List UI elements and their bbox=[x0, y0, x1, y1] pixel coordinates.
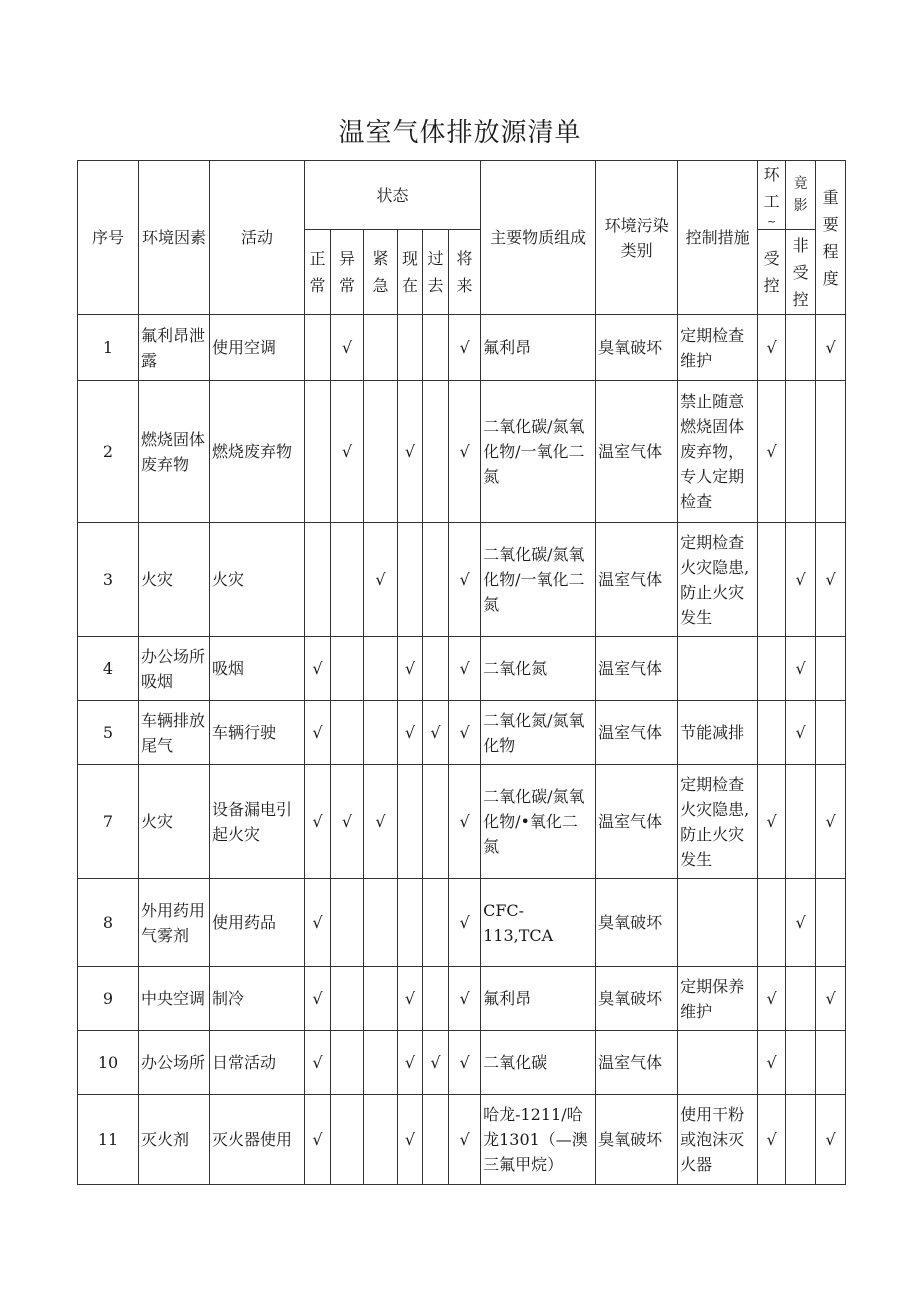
factor-cell: 办公场所吸烟 bbox=[139, 637, 210, 701]
importance-cell bbox=[816, 701, 846, 765]
header-factor: 环境因素 bbox=[139, 161, 210, 315]
activity-cell: 使用药品 bbox=[210, 879, 305, 967]
seq-cell: 7 bbox=[78, 765, 139, 879]
control-measure-cell bbox=[678, 879, 758, 967]
importance-cell: √ bbox=[816, 967, 846, 1031]
uncontrolled-cell bbox=[786, 967, 816, 1031]
emission-source-table bbox=[77, 160, 846, 1185]
status-present-cell: √ bbox=[398, 381, 423, 523]
status-normal-cell: √ bbox=[305, 701, 331, 765]
status-present-cell: √ bbox=[398, 967, 423, 1031]
controlled-cell bbox=[758, 701, 786, 765]
status-abnormal-cell: √ bbox=[331, 315, 364, 381]
controlled-cell bbox=[758, 523, 786, 637]
status-normal-cell: √ bbox=[305, 879, 331, 967]
uncontrolled-cell bbox=[786, 1095, 816, 1185]
activity-cell: 车辆行驶 bbox=[210, 701, 305, 765]
status-emergency-cell: √ bbox=[364, 765, 398, 879]
status-normal-cell bbox=[305, 381, 331, 523]
importance-cell: √ bbox=[816, 765, 846, 879]
controlled-cell: √ bbox=[758, 967, 786, 1031]
status-emergency-cell bbox=[364, 637, 398, 701]
pollution-cell: 臭氧破坏 bbox=[596, 1095, 678, 1185]
pollution-cell: 臭氧破坏 bbox=[596, 315, 678, 381]
header-status-future: 将来 bbox=[449, 230, 481, 315]
controlled-cell: √ bbox=[758, 1095, 786, 1185]
factor-cell: 火灾 bbox=[139, 765, 210, 879]
factor-cell: 灭火剂 bbox=[139, 1095, 210, 1185]
uncontrolled-cell bbox=[786, 315, 816, 381]
material-cell: 二氧化氮 bbox=[481, 637, 596, 701]
pollution-cell: 温室气体 bbox=[596, 523, 678, 637]
factor-cell: 燃烧固体废弃物 bbox=[139, 381, 210, 523]
table-row bbox=[78, 523, 846, 637]
header-material: 主要物质组成 bbox=[481, 161, 596, 315]
uncontrolled-cell bbox=[786, 765, 816, 879]
uncontrolled-cell bbox=[786, 1031, 816, 1095]
status-emergency-cell: √ bbox=[364, 523, 398, 637]
status-future-cell: √ bbox=[449, 1095, 481, 1185]
pollution-cell: 臭氧破坏 bbox=[596, 879, 678, 967]
activity-cell: 使用空调 bbox=[210, 315, 305, 381]
status-normal-cell: √ bbox=[305, 765, 331, 879]
control-measure-cell bbox=[678, 1031, 758, 1095]
status-emergency-cell bbox=[364, 879, 398, 967]
controlled-cell: √ bbox=[758, 381, 786, 523]
status-past-cell bbox=[423, 637, 449, 701]
control-measure-cell bbox=[678, 637, 758, 701]
header-controlled: 受控 bbox=[758, 230, 786, 315]
seq-cell: 11 bbox=[78, 1095, 139, 1185]
status-past-cell bbox=[423, 381, 449, 523]
control-measure-cell: 节能减排 bbox=[678, 701, 758, 765]
material-cell: 氟利昂 bbox=[481, 315, 596, 381]
uncontrolled-cell: √ bbox=[786, 879, 816, 967]
status-future-cell: √ bbox=[449, 1031, 481, 1095]
status-abnormal-cell bbox=[331, 523, 364, 637]
status-normal-cell bbox=[305, 315, 331, 381]
activity-cell: 火灾 bbox=[210, 523, 305, 637]
controlled-cell bbox=[758, 637, 786, 701]
status-normal-cell: √ bbox=[305, 967, 331, 1031]
factor-cell: 办公场所 bbox=[139, 1031, 210, 1095]
activity-cell: 燃烧废弃物 bbox=[210, 381, 305, 523]
table-row bbox=[78, 1031, 846, 1095]
material-cell: 二氧化碳/氮氧化物/•氧化二氮 bbox=[481, 765, 596, 879]
importance-cell: √ bbox=[816, 523, 846, 637]
table-body bbox=[78, 315, 846, 1185]
uncontrolled-cell: √ bbox=[786, 523, 816, 637]
table-row bbox=[78, 701, 846, 765]
header-activity: 活动 bbox=[210, 161, 305, 315]
pollution-cell: 温室气体 bbox=[596, 637, 678, 701]
importance-cell bbox=[816, 637, 846, 701]
status-present-cell: √ bbox=[398, 701, 423, 765]
table-row bbox=[78, 967, 846, 1031]
table-row bbox=[78, 1095, 846, 1185]
factor-cell: 中央空调 bbox=[139, 967, 210, 1031]
status-present-cell bbox=[398, 315, 423, 381]
table-row bbox=[78, 381, 846, 523]
factor-cell: 车辆排放尾气 bbox=[139, 701, 210, 765]
material-cell: 二氧化碳/氮氧化物/一氧化二氮 bbox=[481, 381, 596, 523]
header-status-emergency: 紧急 bbox=[364, 230, 398, 315]
uncontrolled-cell bbox=[786, 381, 816, 523]
control-measure-cell: 定期检查火灾隐患,防止火灾发生 bbox=[678, 523, 758, 637]
pollution-cell: 温室气体 bbox=[596, 701, 678, 765]
importance-cell bbox=[816, 1031, 846, 1095]
status-abnormal-cell bbox=[331, 637, 364, 701]
status-future-cell: √ bbox=[449, 315, 481, 381]
status-past-cell bbox=[423, 315, 449, 381]
material-cell: 氟利昂 bbox=[481, 967, 596, 1031]
status-future-cell: √ bbox=[449, 879, 481, 967]
header-status: 状态 bbox=[305, 161, 481, 230]
status-abnormal-cell bbox=[331, 967, 364, 1031]
pollution-cell: 温室气体 bbox=[596, 765, 678, 879]
controlled-cell bbox=[758, 879, 786, 967]
status-future-cell: √ bbox=[449, 967, 481, 1031]
control-measure-cell: 定期保养维护 bbox=[678, 967, 758, 1031]
status-future-cell: √ bbox=[449, 523, 481, 637]
status-abnormal-cell bbox=[331, 879, 364, 967]
activity-cell: 制冷 bbox=[210, 967, 305, 1031]
status-past-cell bbox=[423, 1095, 449, 1185]
document-title: 温室气体排放源清单 bbox=[338, 118, 582, 148]
seq-cell: 3 bbox=[78, 523, 139, 637]
material-cell: CFC-113,TCA bbox=[481, 879, 596, 967]
table-row bbox=[78, 315, 846, 381]
status-present-cell bbox=[398, 523, 423, 637]
material-cell: 哈龙-1211/哈龙1301（—澳三氟甲烷） bbox=[481, 1095, 596, 1185]
status-emergency-cell bbox=[364, 315, 398, 381]
status-future-cell: √ bbox=[449, 381, 481, 523]
control-measure-cell: 定期检查维护 bbox=[678, 315, 758, 381]
status-past-cell bbox=[423, 879, 449, 967]
controlled-cell: √ bbox=[758, 315, 786, 381]
pollution-cell: 臭氧破坏 bbox=[596, 967, 678, 1031]
status-present-cell bbox=[398, 879, 423, 967]
control-measure-cell: 定期检查火灾隐患,防止火灾发生 bbox=[678, 765, 758, 879]
uncontrolled-cell: √ bbox=[786, 701, 816, 765]
importance-cell: √ bbox=[816, 1095, 846, 1185]
status-present-cell bbox=[398, 765, 423, 879]
status-emergency-cell bbox=[364, 1095, 398, 1185]
uncontrolled-cell: √ bbox=[786, 637, 816, 701]
status-abnormal-cell: √ bbox=[331, 765, 364, 879]
status-past-cell bbox=[423, 765, 449, 879]
pollution-cell: 温室气体 bbox=[596, 1031, 678, 1095]
status-abnormal-cell bbox=[331, 1031, 364, 1095]
header-env-mark: 竟影 bbox=[786, 161, 816, 230]
status-past-cell: √ bbox=[423, 1031, 449, 1095]
header-status-abnormal: 异常 bbox=[331, 230, 364, 315]
activity-cell: 灭火器使用 bbox=[210, 1095, 305, 1185]
pollution-cell: 温室气体 bbox=[596, 381, 678, 523]
header-seq: 序号 bbox=[78, 161, 139, 315]
seq-cell: 2 bbox=[78, 381, 139, 523]
status-emergency-cell bbox=[364, 1031, 398, 1095]
seq-cell: 10 bbox=[78, 1031, 139, 1095]
seq-cell: 8 bbox=[78, 879, 139, 967]
status-emergency-cell bbox=[364, 967, 398, 1031]
header-status-past: 过去 bbox=[423, 230, 449, 315]
status-future-cell: √ bbox=[449, 765, 481, 879]
factor-cell: 火灾 bbox=[139, 523, 210, 637]
status-normal-cell bbox=[305, 523, 331, 637]
status-abnormal-cell: √ bbox=[331, 381, 364, 523]
seq-cell: 9 bbox=[78, 967, 139, 1031]
header-importance: 重要程度 bbox=[816, 161, 846, 315]
status-abnormal-cell bbox=[331, 1095, 364, 1185]
status-past-cell bbox=[423, 967, 449, 1031]
material-cell: 二氧化碳 bbox=[481, 1031, 596, 1095]
table-row bbox=[78, 765, 846, 879]
material-cell: 二氧化碳/氮氧化物/一氧化二氮 bbox=[481, 523, 596, 637]
status-present-cell: √ bbox=[398, 1031, 423, 1095]
status-normal-cell: √ bbox=[305, 1031, 331, 1095]
status-future-cell: √ bbox=[449, 701, 481, 765]
status-present-cell: √ bbox=[398, 637, 423, 701]
header-pollution: 环境污染类别 bbox=[596, 161, 678, 315]
status-past-cell bbox=[423, 523, 449, 637]
table-row bbox=[78, 637, 846, 701]
activity-cell: 设备漏电引起火灾 bbox=[210, 765, 305, 879]
seq-cell: 4 bbox=[78, 637, 139, 701]
status-future-cell: √ bbox=[449, 637, 481, 701]
seq-cell: 1 bbox=[78, 315, 139, 381]
importance-cell bbox=[816, 879, 846, 967]
status-past-cell: √ bbox=[423, 701, 449, 765]
material-cell: 二氧化氮/氮氧化物 bbox=[481, 701, 596, 765]
header-status-normal: 正常 bbox=[305, 230, 331, 315]
header-uncontrolled: 非受控 bbox=[786, 230, 816, 315]
control-measure-cell: 使用干粉或泡沫灭火器 bbox=[678, 1095, 758, 1185]
factor-cell: 外用药用气雾剂 bbox=[139, 879, 210, 967]
header-control: 控制措施 bbox=[678, 161, 758, 315]
seq-cell: 5 bbox=[78, 701, 139, 765]
status-present-cell: √ bbox=[398, 1095, 423, 1185]
status-normal-cell: √ bbox=[305, 1095, 331, 1185]
header-status-present: 现在 bbox=[398, 230, 423, 315]
activity-cell: 吸烟 bbox=[210, 637, 305, 701]
status-abnormal-cell bbox=[331, 701, 364, 765]
control-measure-cell: 禁止随意燃烧固体废弃物，专人定期检查 bbox=[678, 381, 758, 523]
status-normal-cell: √ bbox=[305, 637, 331, 701]
table-row bbox=[78, 879, 846, 967]
factor-cell: 氟利昂泄露 bbox=[139, 315, 210, 381]
status-emergency-cell bbox=[364, 381, 398, 523]
controlled-cell: √ bbox=[758, 1031, 786, 1095]
header-env-control: 环工 ~ bbox=[758, 161, 786, 230]
importance-cell: √ bbox=[816, 315, 846, 381]
activity-cell: 日常活动 bbox=[210, 1031, 305, 1095]
importance-cell bbox=[816, 381, 846, 523]
status-emergency-cell bbox=[364, 701, 398, 765]
controlled-cell: √ bbox=[758, 765, 786, 879]
